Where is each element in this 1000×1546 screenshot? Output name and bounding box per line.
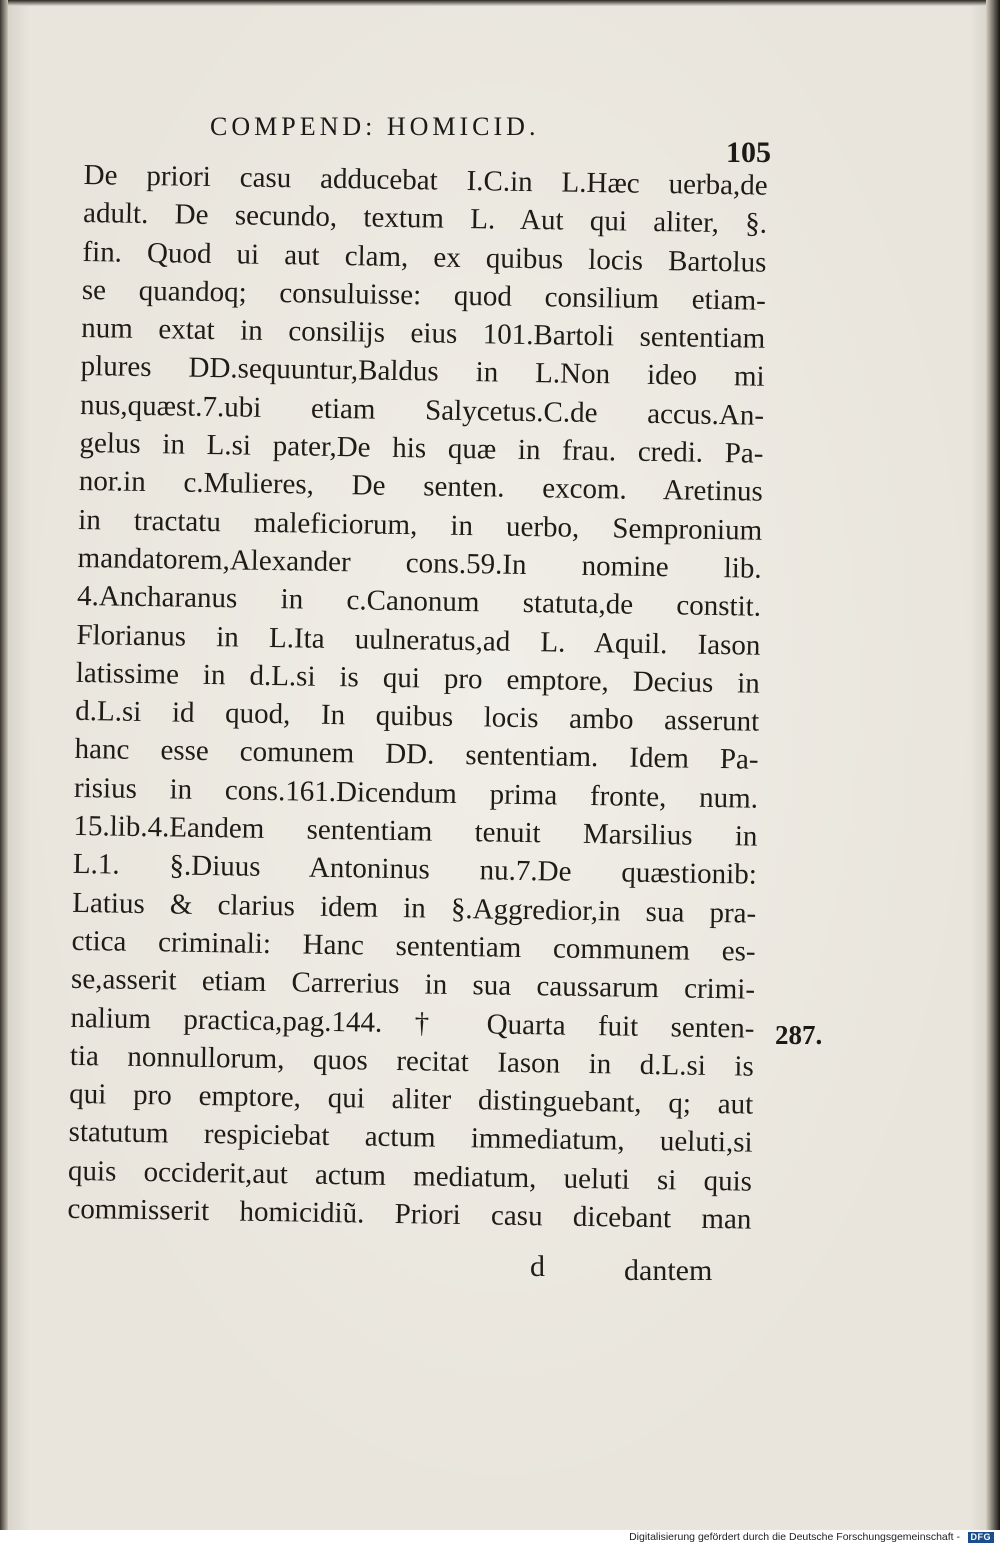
text-line: risius in cons.161.Dicendum prima fronte, num.: [73, 771, 759, 815]
running-head: COMPEND: HOMICID.: [210, 112, 540, 141]
text-line: qui pro emptore, qui aliter distinguebant, q; aut: [69, 1078, 754, 1121]
catchword: dantem: [624, 1254, 713, 1287]
text-line: ctica criminali: Hanc sententiam communem es-: [71, 924, 756, 968]
page-left-edge: [0, 0, 8, 1530]
text-line: latissime in d.L.si is qui pro emptore, Decius in: [75, 656, 761, 700]
folio-number: 105: [726, 136, 771, 169]
text-line: d.L.si id quod, In quibus locis ambo asserunt: [75, 695, 760, 738]
footer-credit: Digitalisierung gefördert durch die Deutsche Forschungsgemeinschaft -: [629, 1531, 960, 1543]
text-line: Florianus in L.Ita uulneratus,ad L. Aquil. Iason: [76, 618, 761, 662]
text-line: nalium practica,pag.144. † Quarta fuit senten-: [70, 1001, 755, 1045]
text-line: gelus in L.si pater,De his quæ in frau. credi. Pa-: [79, 427, 764, 470]
text-line: se quandoq; consuluisse: quod consilium etiam-: [81, 273, 767, 317]
text-line: num extat in consilijs eius 101.Bartoli sententiam: [81, 312, 766, 355]
text-line: nor.in c.Mulieres, De senten. excom. Aretinus: [78, 465, 764, 509]
text-line: mandatorem,Alexander cons.59.In nomine lib.: [77, 541, 762, 585]
text-line: Latius & clarius idem in §.Aggredior,in sua pra-: [72, 886, 757, 930]
page-right-edge: [986, 0, 1000, 1530]
text-line: adult. De secundo, textum L. Aut qui aliter, §.: [82, 197, 768, 241]
text-line: L.1. §.Diuus Antoninus nu.7.De quæstionib:: [72, 848, 758, 891]
body-text-block: [67, 156, 768, 1239]
text-line: nus,quæst.7.ubi etiam Salycetus.C.de accus.An-: [79, 388, 765, 432]
text-line: commisserit homicidiũ. Priori casu dicebant man: [67, 1192, 752, 1236]
text-line: 4.Ancharanus in c.Canonum statuta,de constit.: [76, 580, 762, 623]
text-line: statutum respiciebat actum immediatum, ueluti,si: [68, 1116, 753, 1160]
text-line: in tractatu maleficiorum, in uerbo, Sempronium: [78, 503, 763, 547]
page-top-edge: [0, 0, 1000, 6]
signature-mark: d: [530, 1250, 545, 1283]
text-line: De priori casu adducebat I.C.in L.Hæc uerba,de: [83, 158, 768, 202]
margin-note: 287.: [775, 1020, 823, 1050]
text-line: se,asserit etiam Carrerius in sua caussarum crimi-: [70, 963, 756, 1006]
text-line: plures DD.sequuntur,Baldus in L.Non ideo mi: [80, 350, 765, 394]
text-line: 15.lib.4.Eandem sententiam tenuit Marsilius in: [73, 809, 758, 853]
dfg-logo: DFG: [968, 1532, 995, 1543]
footer-bar: [0, 1530, 1000, 1546]
text-line: fin. Quod ui aut clam, ex quibus locis Bartolus: [82, 235, 767, 279]
text-line: hanc esse comunem DD. sententiam. Idem Pa-: [74, 733, 759, 777]
text-line: tia nonnullorum, quos recitat Iason in d.L.si is: [69, 1039, 755, 1083]
text-line: quis occiderit,aut actum mediatum, ueluti si quis: [67, 1154, 753, 1198]
